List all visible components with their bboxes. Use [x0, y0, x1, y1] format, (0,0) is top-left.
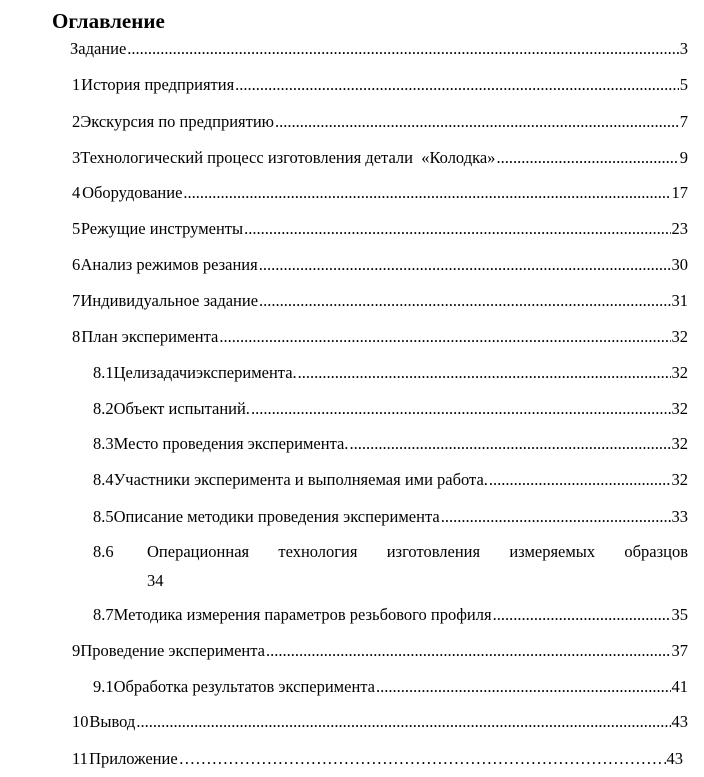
toc-leader — [244, 218, 670, 240]
toc-leader — [275, 111, 679, 133]
toc-entry-text: Объект испытаний. — [113, 399, 250, 418]
toc-entry-text: Операционная технология изготовления измеряемых образцов — [147, 542, 688, 561]
toc-entry-page: 31 — [671, 291, 688, 310]
toc-entry-9[interactable] — [72, 640, 688, 662]
toc-entry-10[interactable] — [72, 711, 688, 733]
toc-entry-number: 8.3 — [93, 434, 114, 453]
toc-entry-text: Оборудование — [82, 183, 183, 202]
toc-entry-5[interactable] — [72, 218, 688, 240]
toc-leader — [127, 38, 678, 60]
toc-entry-text: Обработка результатов эксперимента — [113, 677, 376, 696]
toc-entry-number: 5 — [72, 219, 81, 238]
toc-entry-8-4[interactable] — [93, 469, 688, 491]
toc-title: Оглавление — [52, 9, 165, 33]
toc-entry-text: Методика измерения параметров резьбового профиля — [113, 605, 492, 624]
toc-entry-number: 1 — [72, 75, 81, 94]
toc-entry-number: 10 — [72, 712, 89, 731]
toc-entry-number: 11 — [72, 749, 88, 768]
toc-entry-text: Анализ режимов резания — [80, 255, 258, 274]
toc-entry-8-5[interactable] — [93, 506, 688, 528]
toc-entry-page: 43 — [671, 712, 688, 731]
toc-entry-11[interactable] — [72, 748, 683, 770]
toc-entry-number: 9.1 — [93, 677, 114, 696]
toc-entry-page: 41 — [671, 677, 688, 696]
toc-entry-8-2[interactable] — [93, 398, 688, 420]
toc-entry-text: Проведение эксперимента — [80, 641, 265, 660]
toc-entry-page: 3 — [679, 39, 688, 58]
toc-leader — [493, 604, 671, 626]
toc-entry-page: 33 — [671, 507, 688, 526]
toc-entry-8-7[interactable] — [93, 604, 688, 626]
toc-entry-8-6[interactable] — [93, 541, 688, 590]
toc-entry-page: 32 — [671, 363, 688, 382]
toc-entry-page: 35 — [671, 605, 688, 624]
toc-entry-page: 34 — [147, 571, 164, 590]
toc-entry-number: 9 — [72, 641, 81, 660]
toc-entry-text: Описание методики проведения эксперимента — [113, 507, 440, 526]
toc-entry-text: Технологический процесс изготовления детали «Колодка» — [80, 148, 496, 167]
toc-entry-text: Режущие инструменты — [80, 219, 244, 238]
toc-leader — [259, 290, 670, 312]
toc-leader — [179, 748, 666, 770]
toc-leader — [298, 362, 671, 384]
toc-entry-page: 32 — [671, 327, 688, 346]
toc-entry-6[interactable] — [72, 254, 688, 276]
toc-entry-text: Экскурсия по предприятию — [80, 112, 274, 131]
toc-entry-number: 4 — [72, 183, 81, 202]
toc-entry-number: 8 — [72, 327, 81, 346]
toc-entry-assignment[interactable] — [70, 38, 688, 60]
toc-leader — [183, 182, 670, 204]
toc-leader — [219, 326, 670, 348]
toc-entry-text: Вывод — [89, 712, 136, 731]
toc-entry-number: 8.2 — [93, 399, 114, 418]
toc-entry-2[interactable] — [72, 111, 688, 133]
toc-entry-page: 9 — [679, 148, 688, 167]
toc-entry-page: 32 — [671, 434, 688, 453]
toc-entry-number: 8.1 — [93, 363, 114, 382]
toc-entry-8-3[interactable] — [93, 433, 688, 455]
toc-entry-number: 3 — [72, 148, 81, 167]
toc-entry-9-1[interactable] — [93, 676, 688, 698]
toc-entry-text: Участники эксперимента и выполняемая ими работа. — [113, 470, 488, 489]
toc-leader — [349, 433, 670, 455]
toc-entry-page: 43 — [666, 749, 683, 768]
toc-leader — [376, 676, 670, 698]
toc-entry-text: Приложение — [89, 749, 178, 768]
toc-entry-text: Целизадачиэксперимента. — [113, 363, 297, 382]
toc-entry-page: 32 — [671, 470, 688, 489]
toc-leader — [259, 254, 671, 276]
toc-leader — [441, 506, 671, 528]
toc-entry-number: 8.7 — [93, 605, 114, 624]
toc-entry-text: Индивидуальное задание — [80, 291, 259, 310]
toc-entry-text: Задание — [70, 39, 127, 58]
toc-entry-page: 30 — [671, 255, 688, 274]
toc-entry-1[interactable] — [72, 74, 688, 96]
toc-leader — [235, 74, 679, 96]
toc-entry-page: 23 — [671, 219, 688, 238]
toc-entry-number: 7 — [72, 291, 81, 310]
toc-entry-page: 17 — [671, 183, 688, 202]
toc-entry-page: 5 — [679, 75, 688, 94]
toc-entry-text: Место проведения эксперимента. — [113, 434, 349, 453]
toc-leader — [251, 398, 671, 420]
toc-entry-number: 8.4 — [93, 470, 114, 489]
toc-entry-8-1[interactable] — [93, 362, 688, 384]
toc-entry-3[interactable] — [72, 147, 688, 169]
toc-entry-page: 32 — [671, 399, 688, 418]
toc-entry-number: 6 — [72, 255, 81, 274]
toc-entry-number: 8.5 — [93, 507, 114, 526]
toc-leader — [496, 147, 678, 169]
toc-entry-page: 37 — [671, 641, 688, 660]
toc-entry-7[interactable] — [72, 290, 688, 312]
toc-entry-text: История предприятия — [81, 75, 235, 94]
toc-entry-8[interactable] — [72, 326, 688, 348]
toc-leader — [136, 711, 670, 733]
toc-entry-number: 2 — [72, 112, 81, 131]
toc-entry-number: 8.6 — [93, 542, 114, 561]
toc-entry-page: 7 — [679, 112, 688, 131]
toc-leader — [489, 469, 671, 491]
toc-entry-text: План эксперимента — [81, 327, 219, 346]
toc-entry-4[interactable] — [72, 182, 688, 204]
toc-leader — [266, 640, 671, 662]
